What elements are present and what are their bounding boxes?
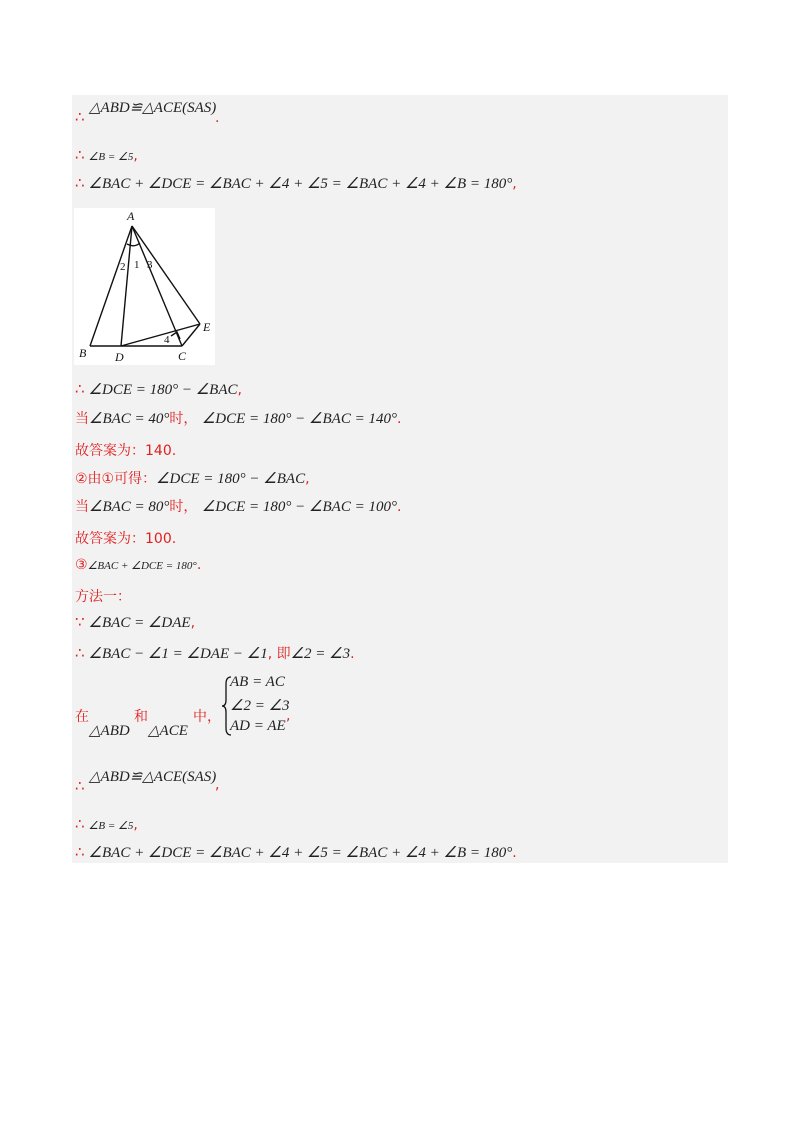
angle-sum-line-2: [75, 843, 517, 862]
answer-100: 故答案为：100.: [75, 531, 177, 547]
ji-word: 即: [276, 646, 291, 662]
triangle-abd: △ABD: [89, 723, 130, 739]
therefore-symbol: ∴: [75, 777, 85, 795]
punctuation: ,: [190, 615, 196, 631]
triangle-ace: △ACE: [148, 723, 188, 739]
label-e: E: [203, 320, 211, 334]
part2-intro-line: [75, 468, 310, 488]
given-line: [75, 613, 195, 632]
when-result: ∠DCE = 180° − ∠BAC = 140°: [201, 411, 397, 427]
label-angle-2: 2: [120, 261, 126, 273]
angle-eq-text: ∠B = ∠5: [88, 151, 134, 163]
part3-statement-line: [75, 557, 201, 573]
when-result: ∠DCE = 180° − ∠BAC = 100°: [201, 499, 397, 515]
when-suffix: 时，: [169, 411, 198, 427]
geometry-figure: [74, 208, 215, 365]
punctuation: .: [512, 845, 517, 861]
angle-equal-line-1: [75, 146, 138, 164]
angle-equal-line-2: [75, 815, 138, 833]
congruence-text: △ABD≌△ACE(SAS): [89, 769, 217, 785]
dce-formula-line: [75, 380, 242, 399]
label-angle-1: 1: [134, 259, 140, 271]
punctuation: ,: [512, 176, 517, 192]
congruence-text: △ABD≌△ACE(SAS): [89, 100, 217, 116]
therefore-symbol: ∴: [75, 108, 85, 126]
punctuation: ,: [215, 777, 220, 793]
segment-ad: [121, 226, 132, 346]
part3-statement: ∠BAC + ∠DCE = 180°: [87, 560, 197, 572]
result-text: ∠2 = ∠3: [290, 646, 351, 662]
therefore-symbol: ∴: [75, 843, 85, 861]
method-one-label: 方法一：: [75, 589, 131, 605]
punctuation: .: [196, 557, 202, 573]
punctuation: ,: [133, 817, 138, 833]
when-40-line: [75, 408, 401, 428]
punctuation: .: [215, 110, 220, 126]
derive-line: [75, 643, 355, 663]
dce-formula: ∠DCE = 180° − ∠BAC: [88, 382, 238, 398]
when-angle: ∠BAC = 40°: [89, 411, 170, 427]
label-a: A: [127, 209, 135, 223]
punctuation: ,: [237, 382, 242, 398]
punctuation: .: [396, 499, 402, 515]
given-text: ∠BAC = ∠DAE: [88, 615, 191, 631]
final-sum-text: ∠BAC + ∠DCE = ∠BAC + ∠4 + ∠5 = ∠BAC + ∠4 + ∠B = 180°: [88, 845, 513, 861]
when-suffix: 时，: [169, 499, 198, 515]
system-eq-2: ∠2 = ∠3: [230, 698, 290, 714]
segment-de: [121, 324, 200, 346]
therefore-symbol: ∴: [75, 380, 85, 398]
label-d: D: [115, 350, 124, 364]
answer-140: 故答案为：140.: [75, 443, 177, 459]
system-eq-3: AD = AE: [230, 718, 286, 734]
punctuation: .: [350, 646, 355, 662]
therefore-symbol: ∴: [75, 146, 85, 164]
in-word: 在: [75, 709, 89, 725]
part2-formula: ∠DCE = 180° − ∠BAC: [156, 471, 306, 487]
angle-sum-text: ∠BAC + ∠DCE = ∠BAC + ∠4 + ∠5 = ∠BAC + ∠4 + ∠B = 180°: [88, 176, 513, 192]
punctuation: ,: [305, 471, 310, 487]
derive-text: ∠BAC − ∠1 = ∠DAE − ∠1: [88, 646, 268, 662]
punctuation: ,: [267, 646, 273, 662]
angle-sum-line-1: [75, 174, 517, 193]
segment-ce: [182, 324, 200, 346]
punctuation: ,: [286, 708, 291, 724]
and-word: 和: [134, 709, 148, 725]
part3-marker: ③: [75, 557, 88, 573]
angle-eq-text: ∠B = ∠5: [88, 820, 134, 832]
when-angle: ∠BAC = 80°: [89, 499, 170, 515]
punctuation: ,: [133, 148, 138, 164]
when-80-line: [75, 496, 401, 516]
when-prefix: 当: [75, 411, 89, 427]
segment-ab: [90, 226, 132, 346]
when-prefix: 当: [75, 499, 89, 515]
triangle-diagram: [74, 208, 215, 365]
therefore-symbol: ∴: [75, 174, 85, 192]
label-b: B: [79, 346, 87, 360]
label-c: C: [178, 349, 187, 363]
therefore-symbol: ∴: [75, 644, 85, 662]
part2-intro: ②由①可得：: [75, 471, 157, 487]
punctuation: .: [396, 411, 402, 427]
label-angle-4: 4: [164, 334, 170, 346]
zhong-word: 中，: [193, 709, 221, 725]
angle-arc-a: [127, 243, 140, 246]
because-symbol: ∵: [75, 613, 85, 631]
therefore-symbol: ∴: [75, 815, 85, 833]
system-eq-1: AB = AC: [230, 674, 285, 690]
label-angle-3: 3: [147, 259, 153, 271]
